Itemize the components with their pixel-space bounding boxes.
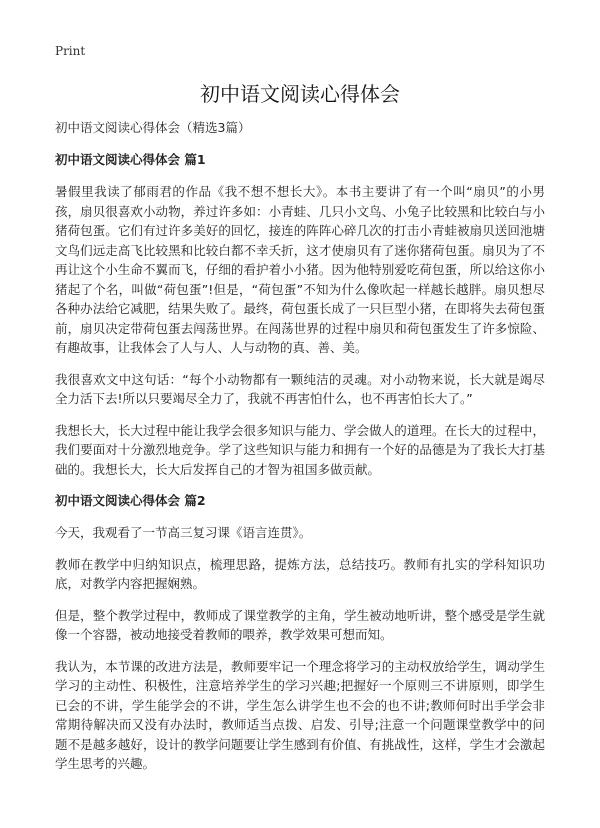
paragraph: 教师在教学中归纳知识点，梳理思路，提炼方法，总结技巧。教师有扎实的学科知识功底，对教学内容把握娴熟。	[55, 556, 545, 591]
paragraph: 我想长大，长大过程中能让我学会很多知识与能力、学会做人的道理。在长大的过程中，我们要面对十分激烈地竞争。学了这些知识与能力和拥有一个好的品德是为了我长大打基础的。我想长大，长大后发挥自己的才智为祖国多做贡献。	[55, 422, 545, 477]
document-body	[55, 118, 545, 786]
page-title: 初中语文阅读心得体会	[200, 82, 400, 106]
print-link[interactable]: Print	[55, 44, 86, 58]
paragraph: 但是，整个教学过程中，教师成了课堂教学的主角，学生被动地听讲，整个感受是学生就像一个容器，被动地接受着教师的喂养，教学效果可想而知。	[55, 607, 545, 642]
paragraph: 我很喜欢文中这句话：“每个小动物都有一颗纯洁的灵魂。对小动物来说，长大就是竭尽全力活下去!所以只要竭尽全力了，我就不再害怕什么，也不再害怕长大了。”	[55, 371, 545, 406]
paragraph: 今天，我观看了一节高三复习课《语言连贯》。	[55, 525, 312, 540]
section-heading: 初中语文阅读心得体会 篇2	[55, 493, 206, 508]
paragraph: 我认为，本节课的改进方法是，教师要牢记一个理念将学习的主动权放给学生，调动学生学习的主动性、积极性，注意培养学生的学习兴趣;把握好一个原则三不讲原则，即学生已会的不讲，学生能学会的不讲，学生怎么讲学生也不会的也不讲;教师何时出手学会非常期待解决而又没有办法时，教师适当点拨、启发、引导;注意一个问题课堂教学中的问题不是越多越好，设计的教学问题要让学生感到有价值、有挑战性，这样，学生才会激起学生思考的兴趣。	[55, 658, 545, 771]
document-subtitle: 初中语文阅读心得体会（精选3篇）	[55, 120, 251, 135]
section-heading: 初中语文阅读心得体会 篇1	[55, 152, 206, 167]
paragraph: 暑假里我读了郁雨君的作品《我不想不想长大》。本书主要讲了有一个叫“扇贝”的小男孩，扇贝很喜欢小动物，养过许多如：小青蛙、几只小文鸟、小兔子比较黑和比较白与小猪荷包蛋。它们有过许多美好的回忆，接连的阵阵心碎几次的打击小青蛙被扇贝送回池塘文鸟们远走高飞比较黑和比较白都不幸夭折，这才使扇贝有了迷你猪荷包蛋。扇贝为了不再让这个小生命不翼而飞，仔细的看护着小小猪。因为他特别爱吃荷包蛋，所以给这你小猪起了个名，叫做“荷包蛋”!但是，“荷包蛋”不知为什么像吹起一样越长越胖。扇贝想尽各种办法给它减肥，结果失败了。最终，荷包蛋长成了一只巨型小猪，在即将失去荷包蛋前，扇贝决定带荷包蛋去闯荡世界。在闯荡世界的过程中扇贝和荷包蛋发生了许多惊险、有趣故事，让我体会了人与人、人与动物的真、善、美。	[55, 184, 545, 355]
